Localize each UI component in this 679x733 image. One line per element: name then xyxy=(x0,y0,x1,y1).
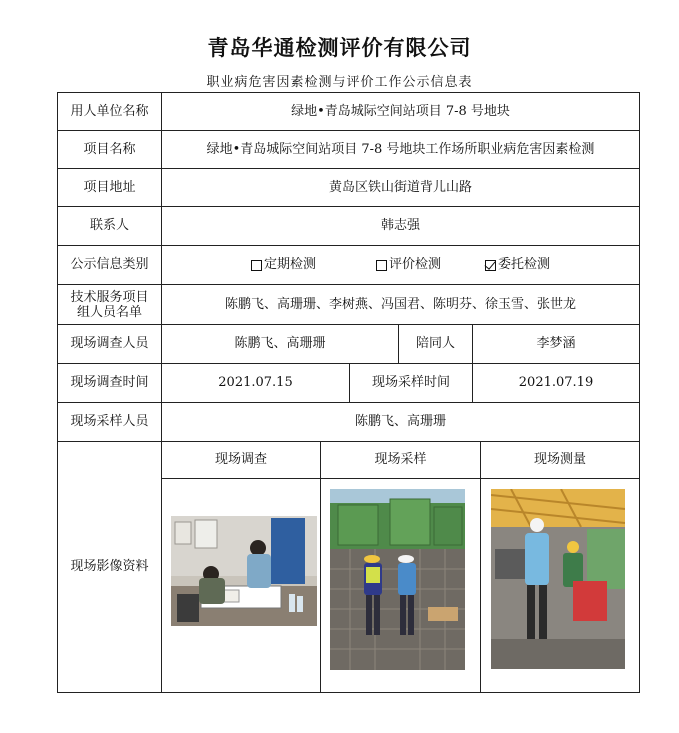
survey-staff-label: 现场调查人员 xyxy=(70,336,149,351)
option-periodic-label: 定期检测 xyxy=(263,257,316,272)
contact-value: 韩志强 xyxy=(380,218,420,233)
checkbox-periodic[interactable] xyxy=(251,260,262,271)
project-label: 项目名称 xyxy=(83,141,136,157)
escort-label: 陪同人 xyxy=(415,336,455,351)
images-label: 现场影像资料 xyxy=(70,559,149,574)
category-label: 公示信息类别 xyxy=(70,257,149,272)
checkbox-commissioned[interactable] xyxy=(485,260,496,271)
image-col-measurement: 现场测量 xyxy=(533,452,586,467)
option-commissioned-label: 委托检测 xyxy=(498,257,551,272)
team-value: 陈鹏飞、高珊珊、李树燕、冯国君、陈明芬、徐玉雪、张世龙 xyxy=(224,296,576,312)
category-options xyxy=(162,246,639,284)
sampling-date-label: 现场采样时间 xyxy=(371,375,450,390)
photo-site-sampling xyxy=(330,489,465,670)
form-subtitle: 职业病危害因素检测与评价工作公示信息表 xyxy=(206,75,473,90)
survey-staff-value: 陈鹏飞、高珊珊 xyxy=(234,336,326,351)
category-option-periodic[interactable] xyxy=(251,257,316,273)
survey-date-label: 现场调查时间 xyxy=(70,375,149,390)
employer-value: 绿地•青岛城际空间站项目 7-8 号地块 xyxy=(291,103,510,119)
survey-date-value: 2021.07.15 xyxy=(218,375,293,390)
address-value: 黄岛区铁山街道背儿山路 xyxy=(328,179,472,195)
photo-site-measurement xyxy=(491,489,625,669)
team-label xyxy=(58,285,161,324)
team-label-line2: 组人员名单 xyxy=(76,304,142,320)
image-col-survey: 现场调查 xyxy=(214,452,267,467)
checkbox-evaluation[interactable] xyxy=(376,260,387,271)
project-value: 绿地•青岛城际空间站项目 7-8 号地块工作场所职业病危害因素检测 xyxy=(206,141,595,157)
contact-label: 联系人 xyxy=(89,218,129,233)
sampling-staff-value: 陈鹏飞、高珊珊 xyxy=(354,414,446,429)
sampling-staff-label: 现场采样人员 xyxy=(70,414,149,429)
company-title: 青岛华通检测评价有限公司 xyxy=(207,35,472,60)
escort-value: 李梦涵 xyxy=(536,336,576,351)
address-label: 项目地址 xyxy=(83,179,136,195)
category-option-commissioned[interactable] xyxy=(485,257,550,273)
image-col-sampling: 现场采样 xyxy=(374,452,427,467)
team-label-line1: 技术服务项目 xyxy=(70,289,149,305)
photo-site-survey xyxy=(171,516,317,626)
employer-label: 用人单位名称 xyxy=(70,103,149,119)
category-option-evaluation[interactable] xyxy=(376,257,441,273)
sampling-date-value: 2021.07.19 xyxy=(518,375,594,390)
option-evaluation-label: 评价检测 xyxy=(388,257,441,272)
